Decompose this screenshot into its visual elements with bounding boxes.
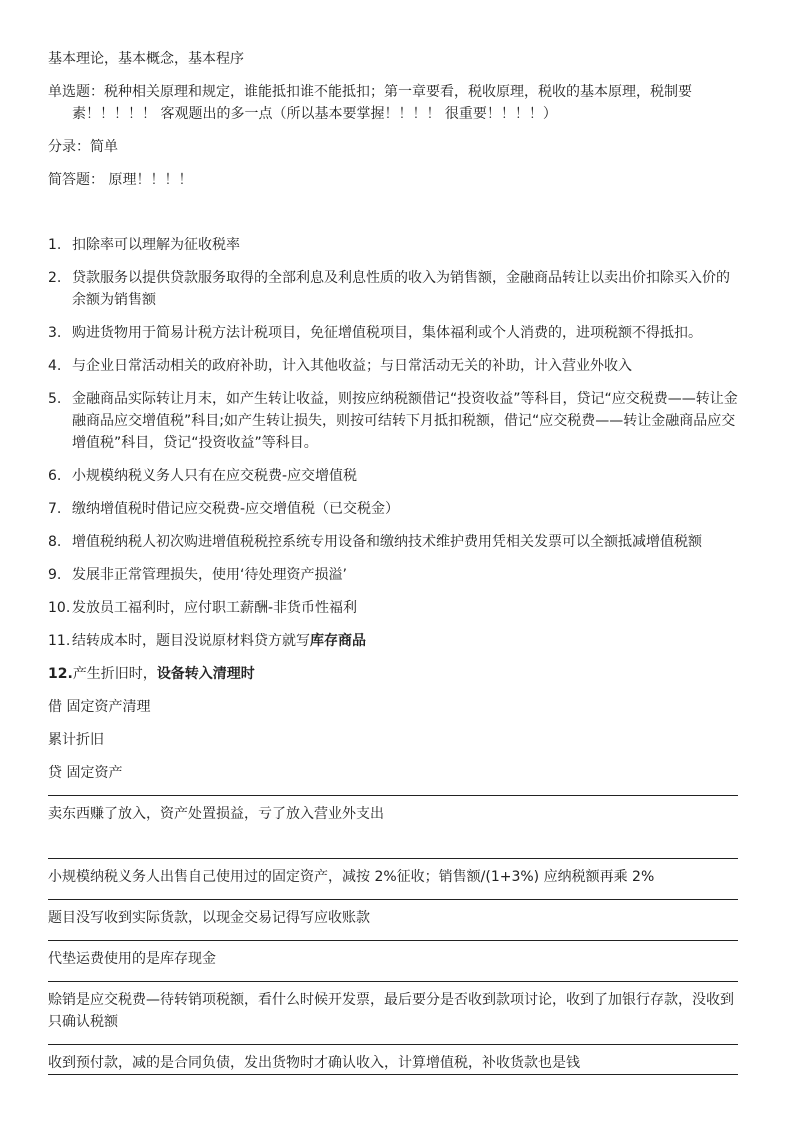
entry-accumulated-depreciation: 累计折旧 — [48, 732, 104, 748]
note-credit-sale: 赊销是应交税费—待转销项税额，看什么时候开发票，最后要分是否收到款项讨论，收到了加银行存款，没收到只确认税额 — [48, 981, 738, 1033]
note-freight: 代垫运费使用的是库存现金 — [48, 940, 738, 970]
note-small-scale-taxpayer: 小规模纳税义务人出售自己使用过的固定资产，减按 2%征收；销售额/(1+3%) 应纳税额再乘 2% — [48, 858, 738, 888]
intro-line-3: 分录：简单 — [48, 139, 118, 155]
list-item: 9. 发展非正常管理损失，使用‘待处理资产损溢’ — [48, 567, 347, 583]
intro-line-2: 单选题：税种相关原理和规定，谁能抵扣谁不能抵扣；第一章要看，税收原理，税收的基本原理，税制要素！！！！！ 客观题出的多一点（所以基本要掌握！！！！ 很重要！！！！） — [48, 84, 692, 122]
list-item: 7. 缴纳增值税时借记应交税费-应交增值税（已交税金） — [48, 501, 400, 517]
spacer — [48, 836, 738, 858]
intro-line-4: 简答题： 原理！！！！ — [48, 172, 193, 188]
list-item-11: 11. 结转成本时，题目没说原材料贷方就写库存商品 — [48, 633, 366, 649]
note-asset-disposal: 卖东西赚了放入，资产处置损益，亏了放入营业外支出 — [48, 795, 738, 825]
list-item: 2. 贷款服务以提供贷款服务取得的全部利息及利息性质的收入为销售额，金融商品转让以卖出价扣除买入价的余额为销售额 — [48, 270, 730, 308]
note-accounts-receivable: 题目没写收到实际货款，以现金交易记得写应收账款 — [48, 899, 738, 929]
list-item: 5. 金融商品实际转让月末，如产生转让收益，则按应纳税额借记“投资收益”等科目，贷记“应交税费——转让金融商品应交增值税”科目;如产生转让损失，则按可结转下月抵扣税额，借记“应交税费——转让金融商品应交增值税”科目，贷记“投资收益”等科目。 — [48, 391, 738, 451]
list-item-12: 12. 产生折旧时，设备转入清理时 — [48, 666, 255, 682]
spacer — [48, 202, 738, 234]
list-item: 3. 购进货物用于简易计税方法计税项目，免征增值税项目，集体福利或个人消费的，进项税额不得抵扣。 — [48, 325, 702, 341]
list-item: 4. 与企业日常活动相关的政府补助，计入其他收益；与日常活动无关的补助，计入营业外收入 — [48, 358, 632, 374]
list-item: 1. 扣除率可以理解为征收税率 — [48, 237, 240, 253]
list-item: 10. 发放员工福利时，应付职工薪酬-非货币性福利 — [48, 600, 358, 616]
bold-term: 设备转入清理时 — [156, 666, 255, 682]
entry-credit: 贷 固定资产 — [48, 765, 123, 781]
note-advance-payment: 收到预付款，减的是合同负债，发出货物时才确认收入，计算增值税，补收货款也是钱 — [48, 1044, 738, 1075]
document-page — [48, 48, 738, 1086]
intro-line-1: 基本理论，基本概念，基本程序 — [48, 51, 244, 67]
list-item: 6. 小规模纳税义务人只有在应交税费-应交增值税 — [48, 468, 358, 484]
bold-term: 库存商品 — [310, 633, 366, 649]
list-item: 8. 增值税纳税人初次购进增值税税控系统专用设备和缴纳技术维护费用凭相关发票可以全额抵减增值税额 — [48, 534, 702, 550]
entry-debit: 借 固定资产清理 — [48, 699, 151, 715]
